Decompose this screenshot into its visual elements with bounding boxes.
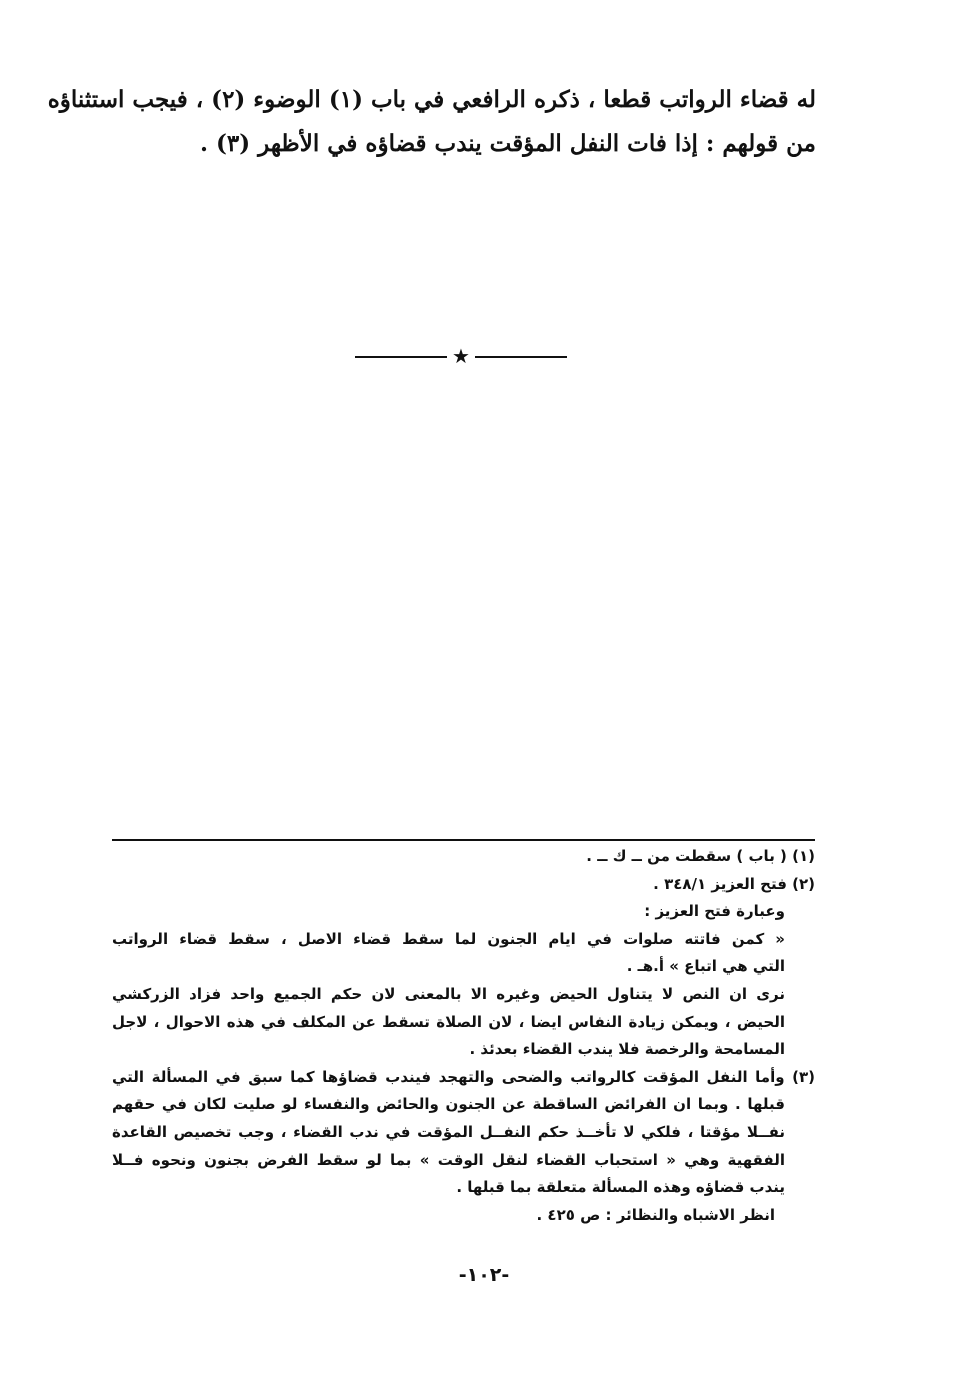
main-text-line: له قضاء الرواتب قطعا ، ذكره الرافعي في باب (١) الوضوء (٢) ، فيجب استثناؤه [47, 86, 816, 113]
footnote-3-reference: انظر الاشباه والنظائر : ص ٤٢٥ . [536, 1205, 775, 1224]
footnote-2-quote-line: « كمن فاتته صلوات في ايام الجنون لما سقط قضاء الاصل ، سقط قضاء الرواتب [112, 929, 785, 948]
footnote-2-intro: وعبارة فتح العزيز : [644, 902, 785, 921]
footnote-2-note-line: نرى ان النص لا يتناول الحيض وغيره الا بالمعنى لان حكم الجميع واحد فزاد الزركشي [112, 984, 785, 1003]
page-number: -١٠٢- [458, 1264, 510, 1286]
section-divider-ornament [355, 346, 567, 368]
footnote-1: (١) ( باب ) سقطت من ــ ك ــ . [586, 847, 815, 865]
footnote-3: (٣) وأما النفل المؤقت كالرواتب والضحى والتهجد فيندب قضاؤها كما سبق في المسألة التي [112, 1067, 815, 1086]
footnote-3-line: قبلها . وبما ان الفرائض الساقطة عن الجنون والحائض والنفساء لو صليت لكان في حقهم [112, 1095, 785, 1114]
footnote-separator [112, 839, 815, 841]
star-icon: ★ [452, 344, 470, 368]
footnotes [112, 843, 815, 1229]
main-text-line: من قولهم : إذا فات النفل المؤقت يندب قضاؤه في الأظهر (٣) . [199, 130, 816, 157]
footnote-3-line: الفقهية وهي « استحباب القضاء لنقل الوقت » بما لو سقط الفرض بجنون ونحوه فــلا [112, 1150, 785, 1169]
footnote-2-quote-line: التي هي اتباع » أ.هـ . [626, 957, 785, 976]
footnote-2: (٢) فتح العزيز ٣٤٨/١ . [653, 874, 815, 893]
main-text [47, 78, 816, 166]
divider-rule-left [355, 356, 447, 358]
footnote-3-line: نفــلا مؤقتا ، فلكي لا تأخــذ حكم النفــل المؤقت في ندب القضاء ، وجب تخصيص القاعدة [112, 1122, 785, 1141]
footnote-2-note-line: الحيض ، ويمكن زيادة النفاس ايضا ، لان الصلاة تسقط عن المكلف في هذه الاحوال ، لاجل [112, 1012, 785, 1031]
footnote-2-note-line: المسامحة والرخصة فلا يندب القضاء بعدئذ . [469, 1040, 785, 1059]
divider-rule-right [475, 356, 567, 358]
footnote-3-line: يندب قضاؤه وهذه المسألة متعلقة بما قبلها . [456, 1178, 785, 1197]
